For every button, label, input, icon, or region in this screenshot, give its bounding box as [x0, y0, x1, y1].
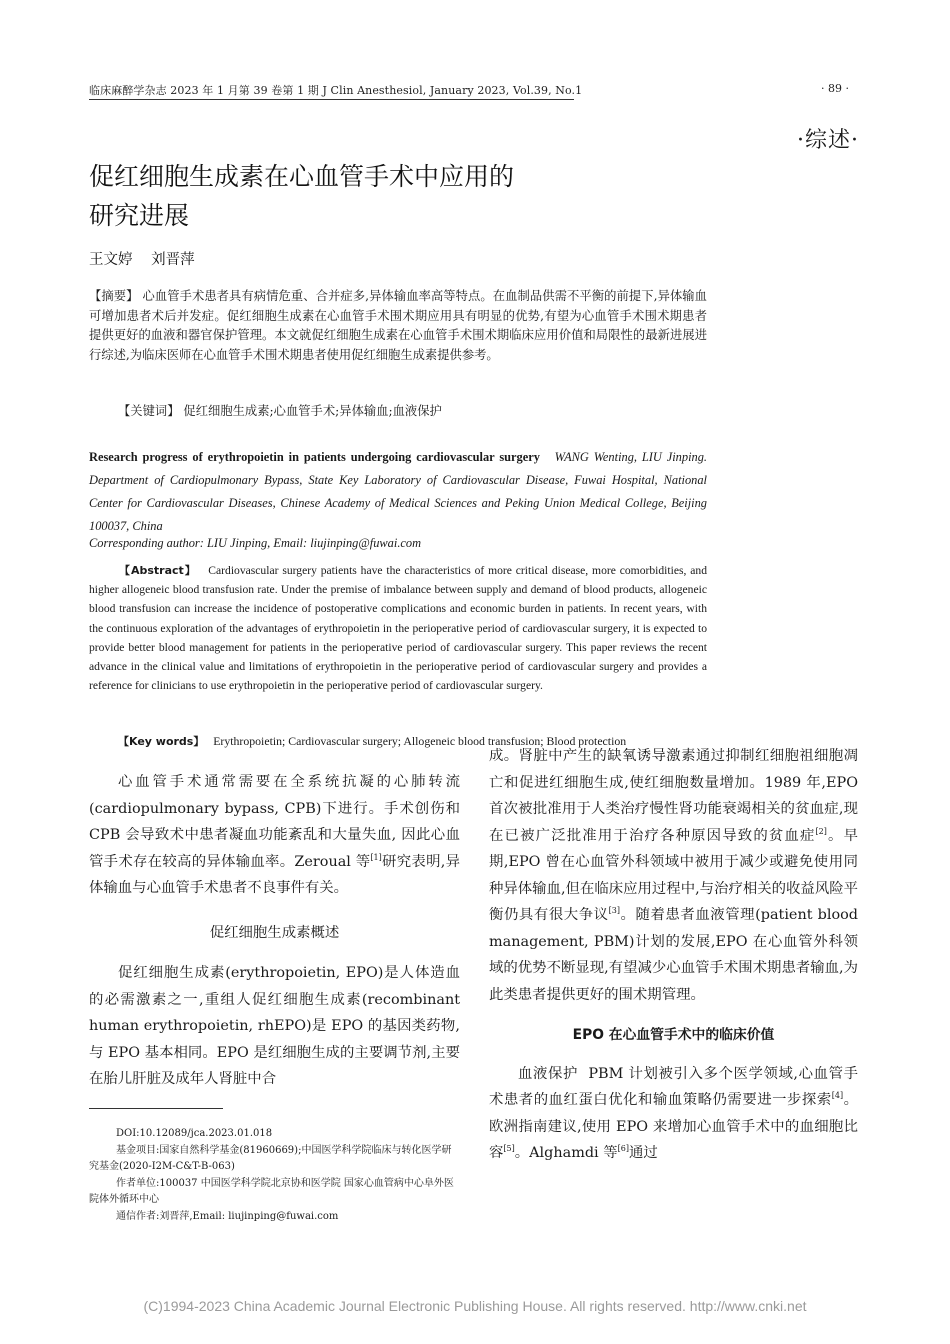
subsection-label: 血液保护 [518, 1065, 578, 1082]
english-title-block [89, 446, 707, 538]
citation-ref[interactable]: [2] [815, 826, 827, 836]
body-paragraph-epo: 促红细胞生成素(erythropoietin, EPO)是人体造血的必需激素之一,重组人促红细胞生成素(recombinant human erythropoietin, rhEPO)是 EPO 的基因类药物,与 EPO 基本相同。EPO 是红细胞生成的主要调节剂,主要在胎儿肝脏及成年人肾脏中合 [89, 965, 460, 1087]
body-text: 通过 [628, 1145, 658, 1161]
citation-ref[interactable]: [6] [617, 1144, 629, 1153]
body-text: 研究表明,异体输血与心血管手术患者不良事件有关。 [89, 853, 460, 896]
running-header: 临床麻醉学杂志 2023 年 1 月第 39 卷第 1 期 J Clin Anesthesiol, January 2023, Vol.39, No.1 [89, 84, 583, 97]
footnote-rule [89, 1108, 223, 1109]
article-title [89, 157, 649, 235]
footnote-fund: 基金项目:国家自然科学基金(81960669);中国医学科学院临床与转化医学研究基金(2020-I2M-C&T-B-063) [89, 1144, 452, 1172]
section-tag: ·综述· [797, 128, 859, 153]
header-rule [89, 99, 574, 100]
citation-ref[interactable]: [4] [831, 1091, 844, 1100]
chinese-abstract-text: 心血管手术患者具有病情危重、合并症多,异体输血率高等特点。在血制品供需不平衡的前提下,异体输血可增加患者术后并发症。促红细胞生成素在心血管手术围术期应用具有明显的优势,有望为心血管手术围术期患者提供更好的血液和器官保护管理。本文就促红细胞生成素在心血管手术围术期临床应用价值和局限性的最新进展进行综述,为临床医师在心血管手术围术期患者使用促红细胞生成素提供参考。 [89, 289, 707, 362]
body-column-left [89, 769, 460, 1093]
body-text: 。随着患者血液管理(patient blood management, PBM)计划的发展,EPO 在心血管外科领域的优势不断显现,有望减少心血管手术围术期患者输血,为此类患者提供更好的围术期管理。 [489, 907, 858, 1003]
body-text: 。Alghamdi 等 [514, 1145, 618, 1161]
body-text: PBM 计划被引入多个医学领域,心血管手术患者的血红蛋白优化和输血策略仍需要进一步探索 [489, 1065, 858, 1108]
author-name: 刘晋萍 [151, 252, 195, 268]
author-name: 王文婷 [89, 252, 133, 268]
author-list [89, 248, 195, 269]
section-heading-epo-overview: 促红细胞生成素概述 [209, 924, 340, 941]
english-abstract [89, 561, 707, 695]
chinese-keywords-text: 促红细胞生成素;心血管手术;异体输血;血液保护 [183, 404, 442, 418]
citation-ref[interactable]: [1] [370, 852, 382, 862]
page-number: · 89 · [821, 82, 849, 95]
body-text: 心血管手术通常需要在全系统抗凝的心肺转流(cardiopulmonary bypass, CPB)下进行。手术创伤和 CPB 会导致术中患者凝血功能紊乱和大量失血, 因此心血管手术存在较高的异体输血率。Zeroual 等 [89, 774, 460, 870]
footnote-corresponding: 通信作者:刘晋萍,Email: liujinping@fuwai.com [116, 1210, 339, 1222]
article-title-line-1: 促红细胞生成素在心血管手术中应用的 [89, 162, 515, 191]
english-corresponding-author: Corresponding author: LIU Jinping, Email: liujinping@fuwai.com [89, 536, 422, 550]
body-text: 。欧洲指南建议,使用 EPO 来增加心血管手术中的血细胞比容 [489, 1092, 858, 1161]
footnote-doi: DOI:10.12089/jca.2023.01.018 [116, 1128, 273, 1139]
body-paragraph-blood-protection [489, 1061, 858, 1167]
english-affiliation: Department of Cardiopulmonary Bypass, State Key Laboratory of Cardiovascular Disease, Fuwai Hospital, National Center for Cardiovascular Diseases, Chinese Academy of Medical Sciences and Peking Union Medical College, Beijing 100037, China [89, 473, 707, 533]
citation-ref[interactable]: [3] [608, 906, 620, 915]
chinese-keywords-label: 【关键词】 [118, 404, 180, 418]
copyright-footer: (C)1994-2023 China Academic Journal Electronic Publishing House. All rights reserved. http://www.cnki.net [143, 1298, 807, 1314]
english-authors: WANG Wenting, LIU Jinping. [554, 450, 707, 464]
chinese-abstract [89, 287, 707, 365]
body-text: 成。肾脏中产生的缺氧诱导激素通过抑制红细胞祖细胞凋亡和促进红细胞生成,使红细胞数量增加。1989 年,EPO 首次被批准用于人类治疗慢性肾功能衰竭相关的贫血症,现在已被广泛批准用于治疗各种原因导致的贫血症 [489, 748, 858, 844]
citation-ref[interactable]: [5] [503, 1144, 515, 1153]
english-keywords-label: 【Key words】 [118, 735, 205, 748]
body-paragraph-intro [89, 769, 460, 902]
body-column-right [489, 743, 858, 1167]
english-abstract-label: 【Abstract】 [119, 564, 197, 577]
chinese-abstract-label: 【摘要】 [89, 289, 139, 303]
footnotes [89, 1126, 460, 1225]
chinese-keywords [118, 401, 708, 419]
english-title: Research progress of erythropoietin in patients undergoing cardiovascular surgery [89, 450, 540, 464]
body-text: 。早期,EPO 曾在心血管外科领域中被用于减少或避免使用同种异体输血,但在临床应用过程中,与治疗相关的收益风险平衡仍具有很大争议 [489, 827, 858, 923]
article-title-line-2: 研究进展 [89, 201, 190, 230]
body-paragraph-continued [489, 743, 858, 1008]
english-keywords-text: Erythropoietin; Cardiovascular surgery; Allogeneic blood transfusion; Blood protection [213, 734, 627, 748]
english-abstract-text: Cardiovascular surgery patients have the characteristics of more critical disease, more comorbidities, and higher allogeneic blood transfusion rate. Under the premise of imbalance between supply and demand of blood products, allogeneic blood transfusion can increase the incidence of postoperative complications and economic burden in patients. In recent years, with the continuous exploration of the advantages of erythropoietin in the perioperative period of cardiovascular surgery, it is expected to provide better blood management for patients in the perioperative period of cardiovascular surgery. This paper reviews the recent advance in the clinical value and limitations of erythropoietin in the perioperative period of cardiovascular surgery and provides a reference for clinicians to use erythropoietin in the perioperative period of cardiovascular surgery. [89, 564, 707, 693]
footnote-unit: 作者单位:100037 中国医学科学院北京协和医学院 国家心血管病中心阜外医院体外循环中心 [89, 1177, 454, 1205]
section-heading-clinical-value: EPO 在心血管手术中的临床价值 [572, 1027, 775, 1043]
